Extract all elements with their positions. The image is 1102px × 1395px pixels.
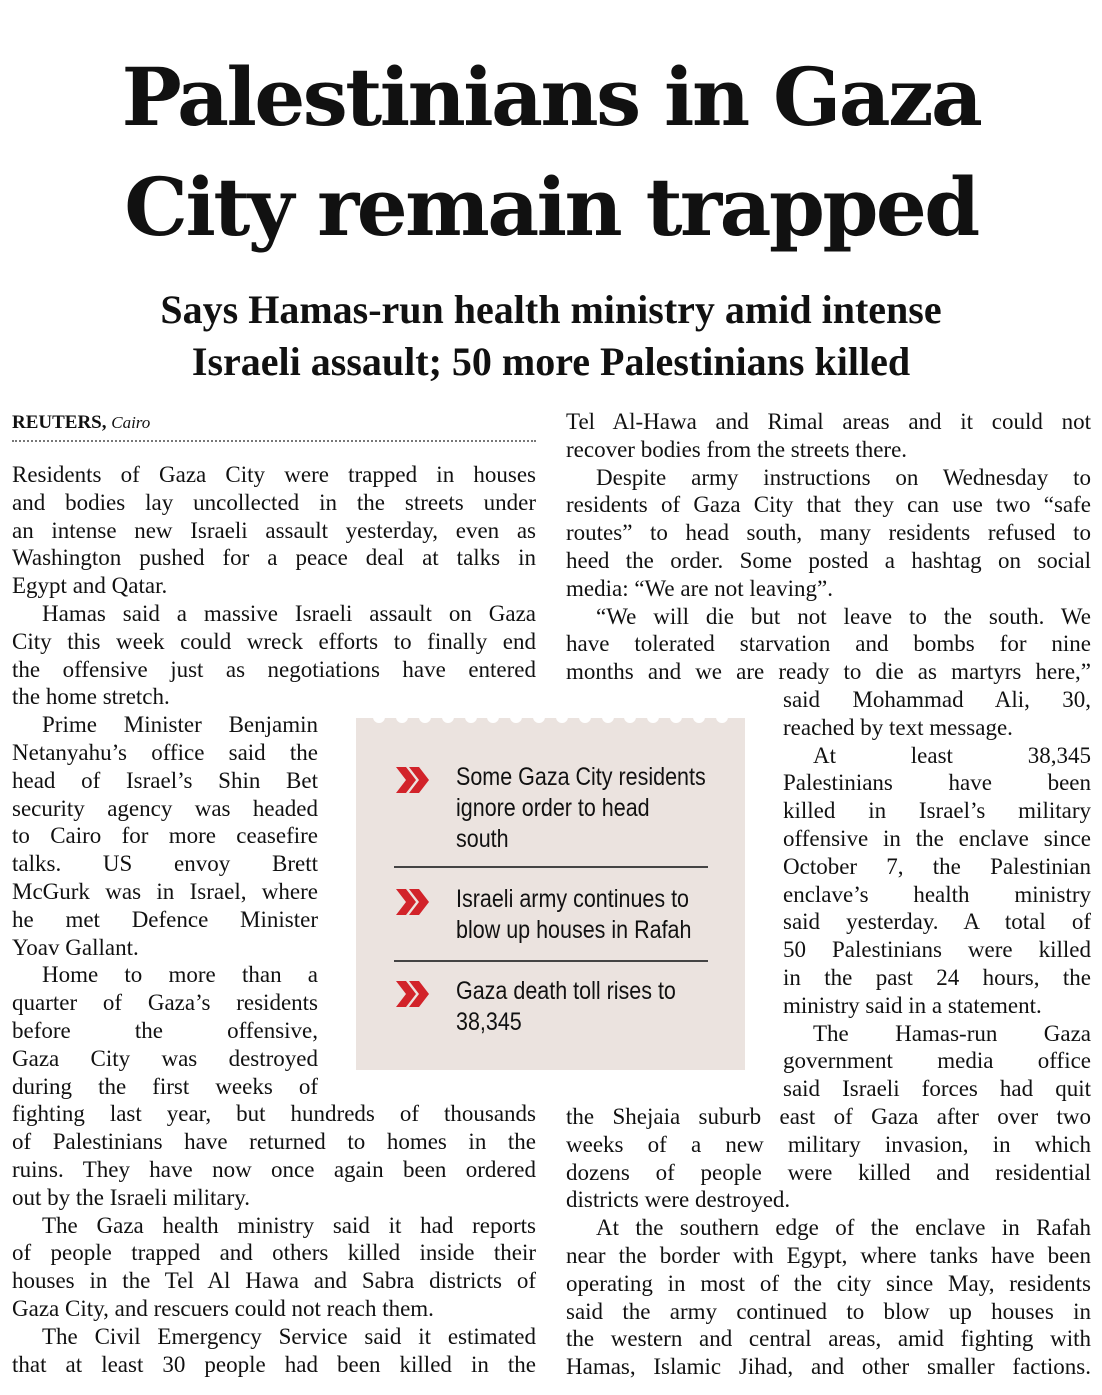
article-line: City this week could wreck efforts to finally end [12, 628, 536, 654]
article-line: 50 Palestinians were killed [783, 937, 1091, 963]
article-line: The Gaza health ministry said it had reports [42, 1212, 536, 1238]
article-line: McGurk was in Israel, where [12, 879, 318, 904]
headline-line-2: City remain trapped [124, 160, 978, 254]
article-line: Gaza City was destroyed [12, 1045, 318, 1071]
article-line: quarter of Gaza’s residents [12, 990, 318, 1016]
article-line: near the border with Egypt, where tanks have been [566, 1243, 1091, 1268]
subheadline-line-2: Israeli assault; 50 more Palestinians killed [191, 339, 911, 384]
article-line: Palestinians have been [783, 770, 1091, 796]
article-line: government media office [783, 1048, 1091, 1074]
article-line: in the past 24 hours, the [783, 965, 1091, 990]
article-line: The Civil Emergency Service said it estimated [42, 1323, 536, 1349]
article-line: during the first weeks of [12, 1073, 318, 1099]
article-line: At the southern edge of the enclave in Rafah [596, 1215, 1091, 1241]
headline-line-1: Palestinians in Gaza [121, 50, 981, 144]
article-line: before the offensive, [12, 1018, 318, 1043]
article-line: At least 38,345 [813, 742, 1091, 768]
article-line: dozens of people were killed and residential [566, 1159, 1091, 1185]
article-line: the western and central areas, amid fighting with [566, 1326, 1091, 1352]
article-line: Hamas said a massive Israeli assault on Gaza [42, 601, 536, 626]
article-line: enclave’s health ministry [783, 881, 1091, 907]
article-line: Gaza City, and rescuers could not reach them. [12, 1296, 434, 1321]
article-line: Hamas, Islamic Jihad, and other smaller factions. [566, 1354, 1091, 1380]
highlight-text [456, 976, 680, 1038]
article-line: Egypt and Qatar. [12, 573, 168, 599]
headline [0, 42, 1102, 262]
byline-location: Cairo [111, 413, 151, 432]
article-line: months and we are ready to die as martyrs here,” [566, 659, 1091, 685]
article-line: the offensive just as negotiations have entered [12, 656, 536, 682]
subheadline [0, 284, 1102, 388]
article-line: heed the order. Some posted a hashtag on social [566, 548, 1091, 573]
article-line: “We will die but not leave to the south. We [596, 603, 1091, 629]
article-line: The Hamas-run Gaza [813, 1020, 1091, 1046]
article-line: recover bodies from the streets there. [566, 436, 908, 462]
article-line: said Israeli forces had quit [783, 1076, 1091, 1102]
highlight-text-line: Some Gaza City residents [456, 763, 706, 791]
article-line: that at least 30 people had been killed in the [12, 1351, 536, 1377]
article-line: security agency was headed [12, 795, 318, 821]
article-line: ministry said in a statement. [783, 992, 1042, 1018]
article-line: offensive in the enclave since [783, 826, 1091, 851]
highlight-text-line: south [456, 825, 509, 853]
article-line: killed in Israel’s military [783, 798, 1091, 824]
article-line: said the army continued to blow up houses in [566, 1298, 1091, 1324]
article-line: operating in most of the city since May, residents [566, 1270, 1091, 1296]
highlight-text [456, 884, 692, 946]
article-line: fighting last year, but hundreds of thousands [12, 1101, 536, 1127]
double-chevron-icon [394, 764, 434, 796]
article-line: out by the Israeli military. [12, 1184, 251, 1210]
article-line: he met Defence Minister [12, 906, 318, 932]
article-line: residents of Gaza City that they can use two “safe [566, 492, 1091, 518]
article-line: Washington pushed for a peace deal at talks in [12, 545, 536, 571]
article-line: the Shejaia suburb east of Gaza after over two [566, 1104, 1091, 1129]
article-line: an intense new Israeli assault yesterday, even as [12, 517, 536, 543]
highlight-text [456, 762, 706, 855]
double-chevron-icon [394, 886, 434, 918]
article-line: Prime Minister Benjamin [42, 712, 318, 738]
highlight-text-line: Gaza death toll rises to [456, 977, 676, 1005]
article-line: talks. US envoy Brett [12, 851, 318, 877]
article-line: Despite army instructions on Wednesday to [596, 464, 1091, 490]
double-chevron-icon [394, 978, 434, 1010]
article-line: Residents of Gaza City were trapped in houses [12, 462, 536, 487]
article-line: Netanyahu’s office said the [12, 740, 318, 765]
byline [12, 412, 536, 442]
byline-agency: REUTERS, [12, 412, 107, 433]
article-line: media: “We are not leaving”. [566, 575, 833, 601]
article-line: Yoav Gallant. [12, 934, 139, 960]
article-line: to Cairo for more ceasefire [12, 823, 318, 849]
article-line: districts were destroyed. [566, 1187, 791, 1213]
article-line: of people trapped and others killed inside their [12, 1240, 536, 1266]
article-line: and bodies lay uncollected in the streets under [12, 489, 536, 515]
highlight-text-line: 38,345 [456, 1008, 522, 1036]
article-line: of Palestinians have returned to homes in the [12, 1129, 536, 1155]
article-line: ruins. They have now once again been ordered [12, 1157, 536, 1182]
article-line: have tolerated starvation and bombs for nine [566, 631, 1091, 657]
highlight-text-line: ignore order to head [456, 794, 650, 822]
article-line: October 7, the Palestinian [783, 853, 1091, 879]
article-line: houses in the Tel Al Hawa and Sabra districts of [12, 1268, 536, 1294]
highlight-text-line: blow up houses in Rafah [456, 916, 692, 944]
highlight-text-line: Israeli army continues to [456, 885, 690, 913]
highlights-box [356, 718, 745, 1070]
article-line: weeks of a new military invasion, in which [566, 1131, 1091, 1157]
notepad-holes [356, 705, 745, 731]
article-line: Tel Al-Hawa and Rimal areas and it could not [566, 409, 1091, 434]
article-line: the home stretch. [12, 684, 170, 710]
subheadline-line-1: Says Hamas-run health ministry amid intense [160, 287, 942, 332]
article-line: said Mohammad Ali, 30, [783, 687, 1091, 712]
highlight-divider [394, 960, 708, 962]
article-line: routes” to head south, many residents refused to [566, 520, 1091, 546]
article-line: said yesterday. A total of [783, 909, 1091, 935]
article-line: Home to more than a [42, 962, 318, 988]
highlight-divider [394, 866, 708, 868]
article-line: reached by text message. [783, 714, 1013, 740]
article-line: head of Israel’s Shin Bet [12, 767, 318, 793]
